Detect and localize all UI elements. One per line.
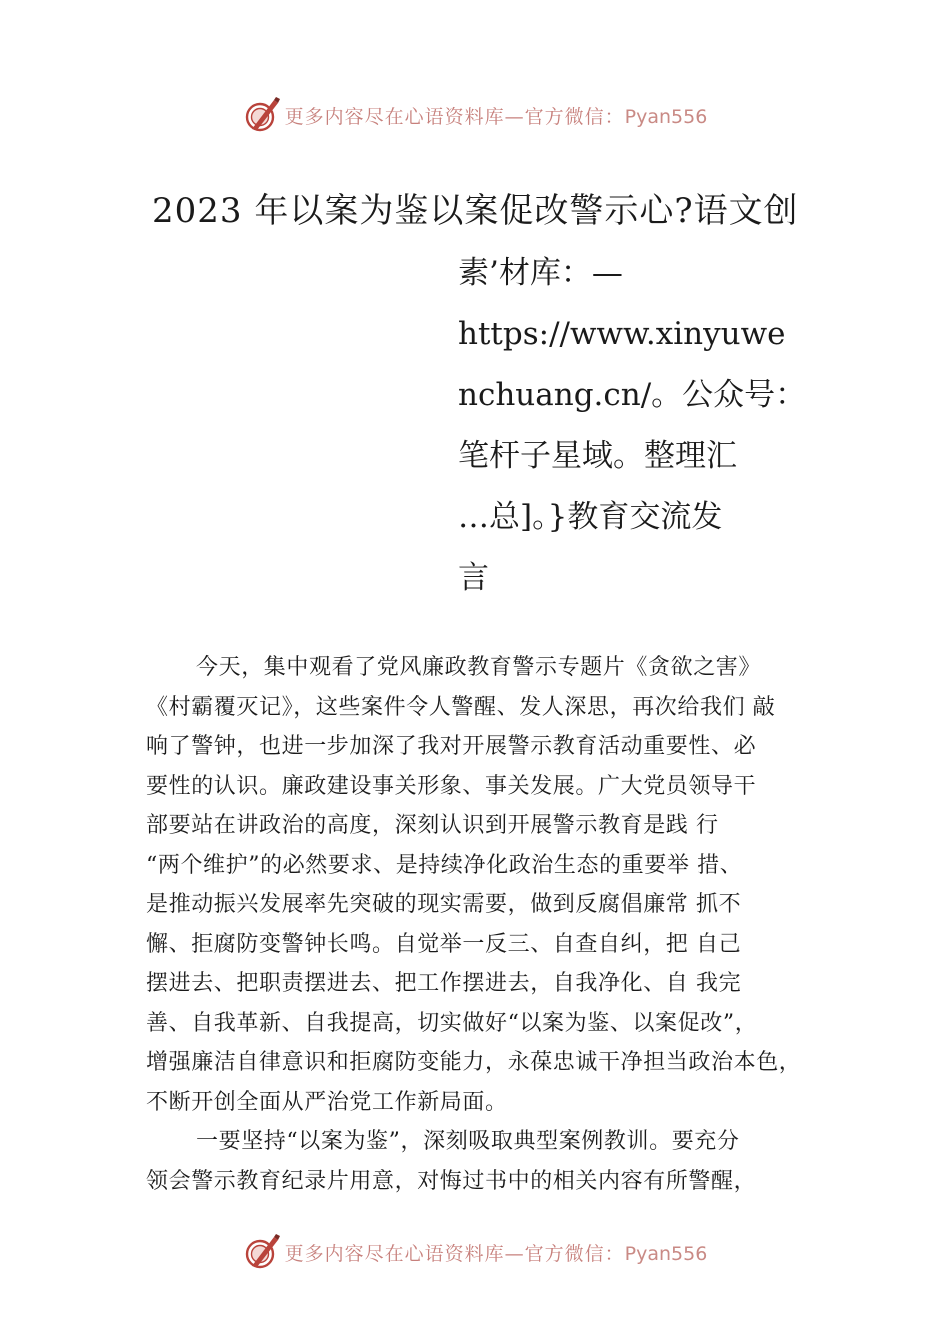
- body-line: “两个维护”的必然要求、是持续净化政治生态的重要举 措、: [146, 852, 743, 878]
- footer-banner: [0, 1232, 950, 1272]
- title-line: 素’材库：—: [458, 255, 623, 291]
- body-line: 部要站在讲政治的高度，深刻认识到开展警示教育是践 行: [146, 813, 719, 838]
- pen-logo-icon: [243, 1233, 281, 1271]
- body-line: 懈、拒腐防变警钟长鸣。自觉举一反三、自查自纠，把 自己: [146, 931, 742, 957]
- document-title-continued: [458, 243, 838, 609]
- body-text: [146, 648, 836, 1201]
- title-line: …总]。}教育交流发: [458, 499, 723, 535]
- banner-text: 更多内容尽在心语资料库—官方微信：Pyan556: [284, 105, 708, 128]
- header-banner: [0, 95, 950, 135]
- title-line: nchuang.cn/。公众号：: [458, 377, 807, 413]
- body-line: 一要坚持“以案为鉴”，深刻吸取典型案例教训。要充分: [196, 1129, 740, 1154]
- title-line: 言: [458, 560, 489, 596]
- body-line: 增强廉洁自律意识和拒腐防变能力，永葆忠诚干净担当政治本色，: [146, 1050, 802, 1075]
- body-line: 领会警示教育纪录片用意，对悔过书中的相关内容有所警醒，: [146, 1168, 757, 1194]
- body-line: 响了警钟，也进一步加深了我对开展警示教育活动重要性、必: [146, 734, 757, 759]
- document-title: 2023 年以案为鉴以案促改警示心?语文创: [152, 191, 799, 231]
- body-line: 摆进去、把职责摆进去、把工作摆进去，自我净化、自 我完: [146, 971, 742, 996]
- wechat-id: Pyan556: [624, 105, 708, 128]
- title-line: https://www.xinyuwe: [458, 316, 786, 352]
- wechat-id: Pyan556: [624, 1242, 708, 1265]
- pen-logo-icon: [243, 96, 281, 134]
- body-line: 今天，集中观看了党风廉政教育警示专题片《贪欲之害》: [196, 655, 762, 680]
- banner-text: 更多内容尽在心语资料库—官方微信：Pyan556: [284, 1242, 708, 1265]
- body-line: 《村霸覆灭记》，这些案件令人警醒、发人深思，再次给我们 敲: [146, 694, 776, 720]
- title-line: 笔杆子星域。整理汇: [458, 438, 737, 474]
- body-line: 不断开创全面从严治党工作新局面。: [146, 1089, 508, 1115]
- body-line: 要性的认识。廉政建设事关形象、事关发展。广大党员领导干: [146, 773, 757, 799]
- body-line: 是推动振兴发展率先突破的现实需要，做到反腐倡廉常 抓不: [146, 892, 742, 917]
- body-line: 善、自我革新、自我提高，切实做好“以案为鉴、以案促改”，: [146, 1010, 758, 1036]
